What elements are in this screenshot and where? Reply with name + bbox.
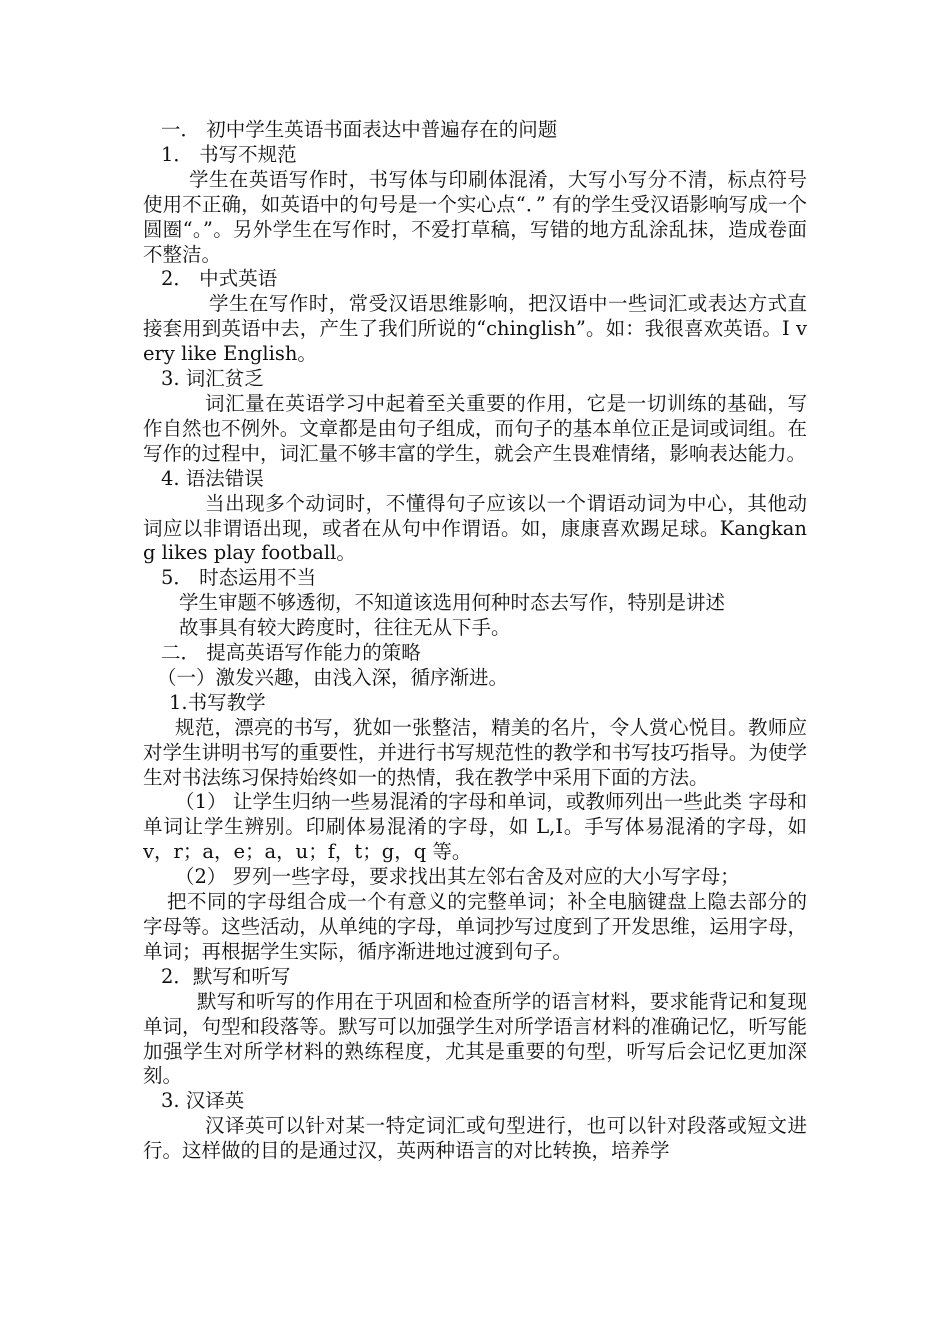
heading-vocabulary: 3. 词汇贫乏 bbox=[161, 367, 264, 391]
heading-tense: 5． 时态运用不当 bbox=[161, 566, 317, 590]
list-item-2-rest: 把不同的字母组合成一个有意义的完整单词；补全电脑键盘上隐去部分的字母等。这些活动，从单纯的字母，单词抄写过度到了开发思维，运用字母，单词；再根据学生实际，循序渐进地过渡到句子。 bbox=[143, 890, 807, 963]
paragraph-dictation: 默写和听写的作用在于巩固和检查所学的语言材料，要求能背记和复现单词，句型和段落等。默写可以加强学生对所学语言材料的准确记忆，听写能加强学生对所学材料的熟练程度，尤其是重要的句型，听写后会记忆更加深刻。 bbox=[143, 989, 807, 1088]
heading-translation: 3. 汉译英 bbox=[161, 1089, 245, 1113]
paragraph-tense-line2: 故事具有较大跨度时，往往无从下手。 bbox=[179, 616, 511, 640]
heading-grammar: 4. 语法错误 bbox=[161, 466, 264, 490]
paragraph-tense-line1: 学生审题不够透彻，不知道该选用何种时态去写作，特别是讲述 bbox=[179, 591, 726, 615]
heading-chinglish: 2． 中式英语 bbox=[161, 267, 278, 291]
document-page bbox=[143, 118, 807, 1164]
section-title-strategies: 二． 提高英语写作能力的策略 bbox=[161, 641, 421, 665]
heading-handwriting: 1． 书写不规范 bbox=[161, 142, 297, 166]
heading-dictation: 2．默写和听写 bbox=[161, 964, 291, 988]
paragraph-translation: 汉译英可以针对某一特定词汇或句型进行，也可以针对段落或短文进行。这样做的目的是通过汉，英两种语言的对比转换，培养学 bbox=[143, 1114, 807, 1163]
subheading-writing-teaching: 1.书写教学 bbox=[169, 690, 266, 714]
subheading-interest: （一）激发兴趣，由浅入深，循序渐进。 bbox=[157, 665, 509, 689]
paragraph-chinglish: 学生在写作时，常受汉语思维影响，把汉语中一些词汇或表达方式直接套用到英语中去，产生了我们所说的“chinglish”。如：我很喜欢英语。I very like English。 bbox=[143, 292, 807, 366]
paragraph-writing-teaching: 规范，漂亮的书写，犹如一张整洁，精美的名片，令人赏心悦目。教师应对学生讲明书写的重要性，并进行书写规范性的教学和书写技巧指导。为使学生对书法练习保持始终如一的热情，我在教学中采用下面的方法。 bbox=[143, 715, 807, 789]
list-item-2-line1: （2） 罗列一些字母，要求找出其左邻右舍及对应的大小写字母； bbox=[175, 865, 740, 889]
paragraph-grammar: 当出现多个动词时，不懂得句子应该以一个谓语动词为中心，其他动词应以非谓语出现，或者在从句中作谓语。如，康康喜欢踢足球。Kangkang likes play football。 bbox=[143, 491, 807, 565]
paragraph-handwriting: 学生在英语写作时，书写体与印刷体混淆，大写小写分不清，标点符号使用不正确，如英语中的句号是一个实心点“．” 有的学生受汉语影响写成一个圆圈“。”。另外学生在写作时，不爱打草稿，写错的地方乱涂乱抹，造成卷面不整洁。 bbox=[143, 167, 807, 266]
section-title-problems: 一． 初中学生英语书面表达中普遍存在的问题 bbox=[161, 118, 558, 141]
paragraph-vocabulary: 词汇量在英语学习中起着至关重要的作用，它是一切训练的基础，写作自然也不例外。文章都是由句子组成，而句子的基本单位正是词或词组。在写作的过程中，词汇量不够丰富的学生，就会产生畏难情绪，影响表达能力。 bbox=[143, 391, 807, 465]
list-item-1: （1） 让学生归纳一些易混淆的字母和单词，或教师列出一些此类 字母和单词让学生辨别。印刷体易混淆的字母，如 L,I。手写体易混淆的字母，如 v，r；a，e；a，u；f，t；g，q 等。 bbox=[143, 790, 807, 864]
